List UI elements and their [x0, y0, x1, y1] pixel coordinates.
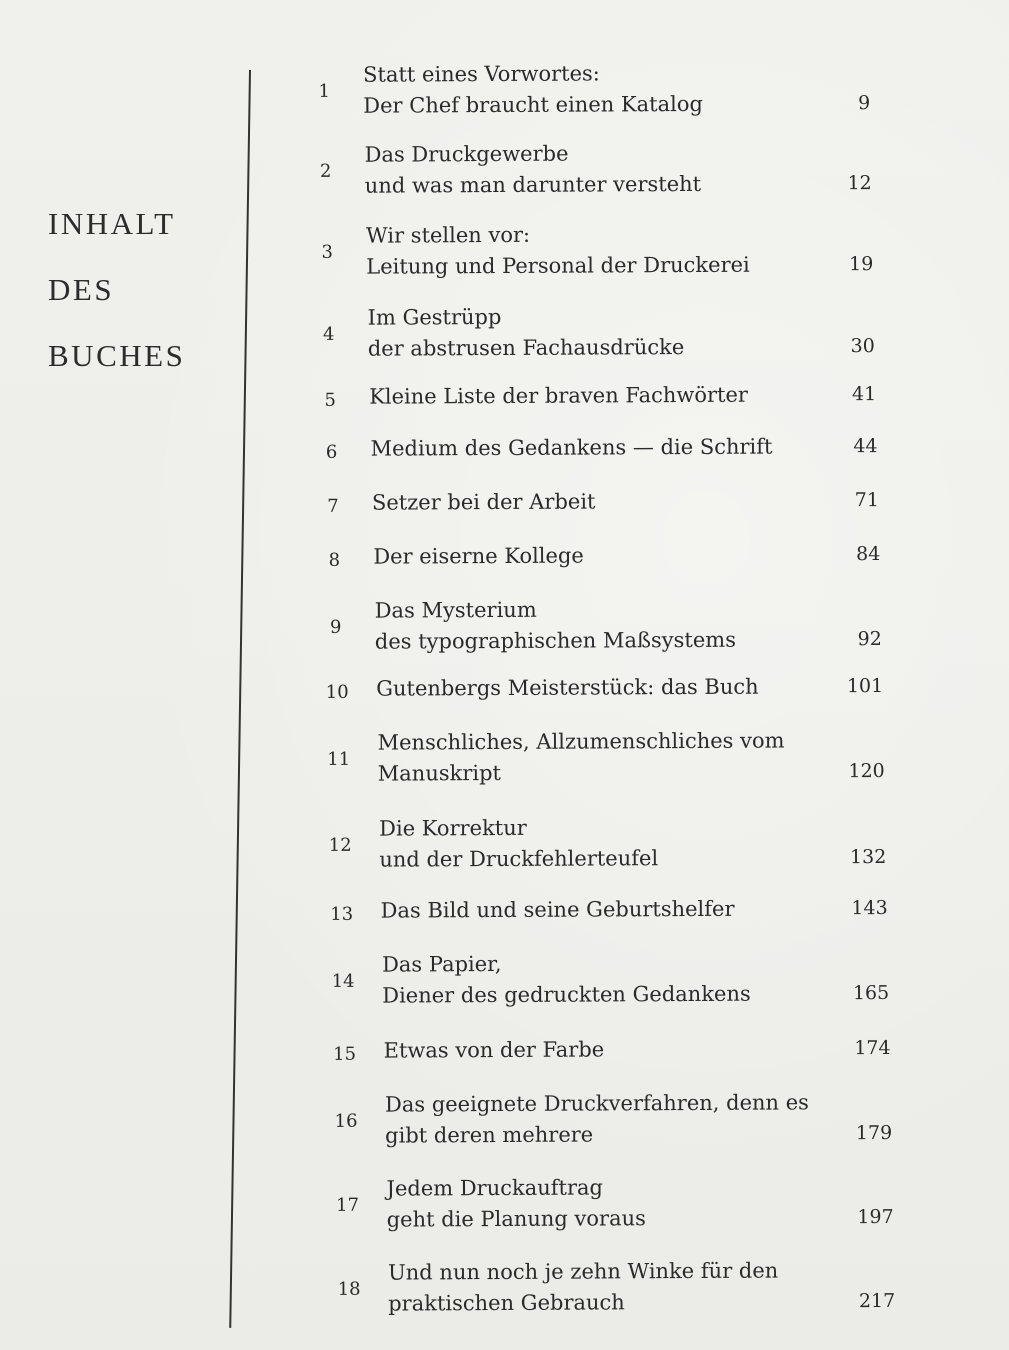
chapter-title-line: Das Bild und seine Geburtshelfer	[380, 896, 735, 923]
chapter-title-line: gibt deren mehrere	[385, 1122, 594, 1148]
toc-entry	[305, 57, 885, 122]
chapter-title-line: des typographischen Maßsystems	[374, 627, 737, 654]
chapter-number: 18	[337, 1278, 361, 1300]
chapter-title	[370, 431, 840, 464]
page-number: 101	[846, 674, 884, 698]
chapter-title	[383, 1033, 853, 1066]
toc-entry	[323, 893, 903, 927]
page-number: 143	[851, 896, 888, 920]
chapter-title-line: Das Druckgewerbe	[364, 141, 569, 167]
page-number: 174	[854, 1036, 891, 1060]
chapter-title-line: und der Druckfehlerteufel	[379, 846, 659, 872]
chapter-number: 4	[322, 323, 335, 345]
page-number: 44	[853, 435, 878, 458]
chapter-number: 16	[334, 1110, 358, 1132]
chapter-number: 11	[327, 748, 351, 770]
chapter-title	[388, 1255, 858, 1319]
chapter-title-line: der abstrusen Fachausdrücke	[367, 335, 685, 361]
page-number: 197	[857, 1205, 894, 1229]
toc-entry	[311, 379, 891, 413]
chapter-number: 5	[324, 389, 336, 411]
chapter-number: 8	[328, 549, 341, 571]
page-number: 41	[851, 383, 877, 406]
chapter-title	[366, 218, 836, 282]
page-number: 12	[847, 172, 872, 195]
chapter-title-line: Kleine Liste der braven Fachwörter	[369, 382, 748, 409]
chapter-number: 15	[333, 1043, 357, 1065]
toc-entry	[312, 431, 892, 465]
chapter-title-line: Das geeignete Druckverfahren, denn es	[384, 1090, 809, 1117]
chapter-title	[381, 893, 851, 926]
chapter-number: 1	[318, 80, 330, 102]
toc-entry	[307, 137, 887, 202]
chapter-title-line: Setzer bei der Arbeit	[371, 489, 596, 515]
chapter-title-line: Die Korrektur	[379, 815, 527, 841]
chapter-title-line: Statt eines Vorwortes:	[363, 61, 600, 87]
toc-entry	[324, 947, 904, 1012]
page-number: 71	[854, 489, 879, 512]
toc-entry	[319, 725, 899, 790]
page-number: 132	[849, 845, 887, 869]
page-number: 217	[858, 1289, 896, 1313]
toc-entry	[330, 1255, 910, 1320]
chapter-number: 2	[319, 160, 332, 182]
chapter-title-line: Diener des gedruckten Gedankens	[382, 981, 751, 1008]
chapter-number: 6	[325, 441, 338, 463]
chapter-title-line: Medium des Gedankens — die Schrift	[370, 434, 773, 461]
heading-line-3: BUCHES	[48, 338, 186, 373]
chapter-title-line: praktischen Gebrauch	[388, 1290, 625, 1316]
chapter-title	[368, 300, 838, 364]
chapter-number: 7	[327, 495, 339, 517]
chapter-title-line: Der Chef braucht einen Katalog	[363, 91, 703, 118]
table-of-contents	[305, 57, 896, 1316]
page-number: 120	[848, 759, 885, 783]
chapter-number: 12	[328, 834, 352, 856]
toc-entry	[308, 218, 888, 283]
chapter-title	[377, 725, 847, 789]
chapter-title-line: Leitung und Personal der Druckerei	[366, 252, 750, 279]
page-number: 92	[857, 627, 882, 651]
chapter-title	[373, 539, 843, 572]
chapter-title	[379, 811, 849, 875]
toc-entry	[328, 1171, 908, 1236]
toc-entry	[326, 1033, 906, 1067]
chapter-title-line: Gutenbergs Meisterstück: das Buch	[376, 674, 759, 701]
toc-heading	[48, 208, 238, 406]
chapter-number: 17	[336, 1194, 360, 1216]
toc-entry	[315, 539, 895, 573]
heading-line-1: INHALT	[48, 206, 176, 241]
heading-line-2: DES	[48, 272, 115, 307]
chapter-title-line: geht die Planung voraus	[386, 1206, 646, 1232]
chapter-title-line: Der eiserne Kollege	[373, 543, 584, 569]
chapter-title-line: Jedem Druckauftrag	[386, 1175, 604, 1201]
chapter-title	[363, 57, 833, 121]
chapter-title-line: Manuskript	[377, 760, 502, 786]
chapter-number: 3	[321, 241, 333, 263]
toc-entry	[327, 1087, 907, 1152]
chapter-title	[375, 593, 845, 657]
page-number: 19	[849, 253, 874, 276]
toc-entry	[318, 671, 898, 705]
chapter-number: 14	[331, 970, 355, 992]
toc-entry	[317, 593, 897, 658]
chapter-title	[386, 1171, 856, 1235]
page-number: 165	[852, 981, 890, 1005]
chapter-title-line: Das Papier,	[381, 951, 502, 977]
toc-entry	[314, 485, 894, 519]
chapter-title-line: und was man darunter versteht	[364, 171, 702, 198]
toc-entry	[321, 811, 901, 876]
chapter-title	[365, 137, 835, 201]
chapter-title-line: Etwas von der Farbe	[383, 1037, 605, 1063]
chapter-title	[372, 485, 842, 518]
chapter-title	[382, 947, 852, 1011]
page-number: 179	[855, 1121, 893, 1145]
chapter-title-line: Im Gestrüpp	[367, 304, 502, 330]
chapter-title	[369, 379, 839, 412]
chapter-number: 13	[330, 903, 354, 925]
chapter-title-line: Und nun noch je zehn Winke für den	[387, 1258, 779, 1285]
chapter-title-line: Wir stellen vor:	[366, 222, 531, 248]
chapter-title	[376, 671, 846, 704]
chapter-number: 9	[329, 616, 342, 638]
chapter-title-line: Menschliches, Allzumenschliches vom	[377, 728, 785, 755]
page-number: 30	[850, 335, 875, 358]
page-number: 9	[858, 92, 871, 115]
page-number: 84	[856, 542, 881, 566]
chapter-title	[385, 1087, 855, 1151]
chapter-title-line: Das Mysterium	[374, 597, 537, 623]
chapter-number: 10	[325, 681, 349, 703]
toc-entry	[310, 300, 890, 365]
